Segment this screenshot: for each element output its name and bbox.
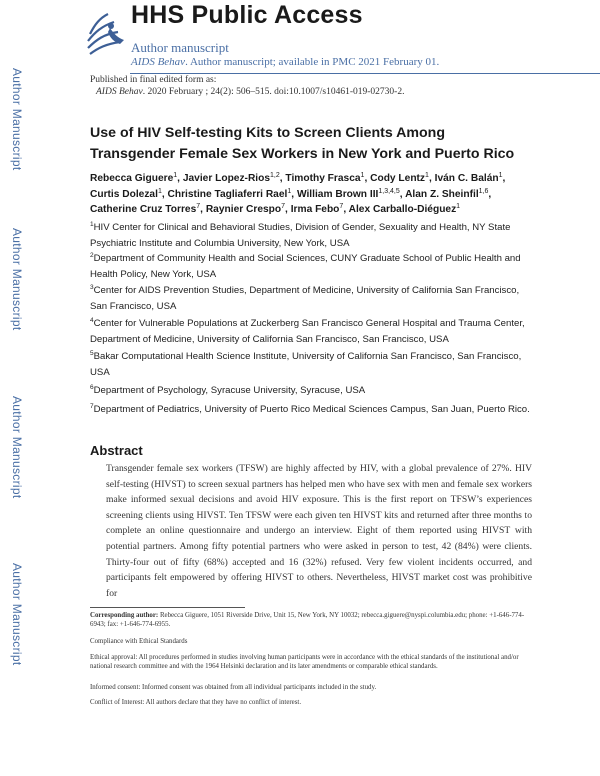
author-name: Christine Tagliaferri Rael [167,188,288,200]
author-name: Raynier Crespo [205,204,282,215]
published-journal: AIDS Behav [96,87,143,97]
author-list: Rebecca Giguere$^1$, Javier Lopez-Rios$^{1,2}$, Timothy Frasca$^1$, Cody Lentz$^1$, Iván C. Balán$^1$, Curtis Dolezal$^1$, Christine Tagliaferri Rael$^1$, William Brown III$^{1,3,4,5}$, Alan Z. Sheinfil$^{1,6}$, Catherine Cruz Torres$^7$, Raynier Crespo$^7$, Irma Febo$^7$, Alex Carballo-Diéguez$^1$ [90,172,506,215]
paper-title: Use of HIV Self-testing Kits to Screen Clients Among Transgender Female Sex Workers in New York and Puerto Rico [90,125,515,162]
side-label-author-manuscript: Author Manuscript [10,228,24,331]
hhs-eagle-logo [80,4,128,62]
author-affiliation-number: 7 [196,203,201,210]
author [285,173,364,184]
author [297,189,400,200]
author-name: Irma Febo [290,204,340,215]
author-affiliation-number: 7 [339,203,344,210]
author-name: Cody Lentz [370,173,426,184]
affiliation-number: 6 [90,384,94,391]
author-name: William Brown III [296,188,379,200]
availability-note [131,56,439,68]
affiliation-text: Center for Vulnerable Populations at Zuckerberg San Francisco General Hospital and Trauma Center, Department of Medicine, University of California San Francisco, San Francisco, USA [90,318,525,345]
availability-text: . Author manuscript; available in PMC 2021 February 01. [185,56,440,68]
author-affiliation-number: 1,2 [270,172,280,179]
author-name: Rebecca Giguere [90,173,174,184]
author-name: Alan Z. Sheinfil [405,188,479,200]
affiliation [90,349,535,380]
journal-name: AIDS Behav [131,56,186,68]
affiliation [90,220,535,251]
affiliation-number: 3 [90,284,94,291]
affiliation [90,402,535,418]
corresponding-author-note [90,611,530,630]
author-affiliation-number: 1 [425,172,429,179]
abstract-heading: Abstract [90,443,143,458]
author [349,204,460,215]
author [206,204,285,215]
hhs-public-access-title: HHS Public Access [131,1,363,29]
compliance-heading: Compliance with Ethical Standards [90,638,188,645]
author-affiliation-number: 1,3,4,5 [378,187,400,195]
affiliation-number: 2 [90,252,94,259]
citation-text: . 2020 February ; 24(2): 506–515. doi:10.1007/s10461-019-02730-2. [142,87,405,97]
side-label-author-manuscript: Author Manuscript [10,68,24,171]
author-affiliation-number: 1 [287,187,292,195]
author-name: Iván C. Balán [434,173,499,184]
author [90,173,177,184]
author [370,173,429,184]
author [291,204,344,215]
author-name: Curtis Dolezal [90,188,158,200]
author [90,204,200,215]
author-affiliation-number: 1 [173,172,178,179]
affiliation-number: 1 [90,221,94,228]
affiliation-text: Bakar Computational Health Science Institute, University of California San Francisco, San Francisco, USA [90,351,522,378]
author [90,189,162,200]
footnote-divider [90,607,245,608]
affiliation-number: 5 [90,350,94,357]
author-affiliation-number: 7 [281,203,286,210]
side-label-author-manuscript: Author Manuscript [10,396,24,499]
author [405,189,488,200]
side-label-author-manuscript: Author Manuscript [10,563,24,666]
author-affiliation-number: 1 [157,187,162,195]
affiliation [90,316,535,347]
author-affiliation-number: 1 [498,172,503,179]
published-label: Published in final edited form as: [90,75,217,85]
author-name: Catherine Cruz Torres [90,204,197,215]
affiliation-number: 7 [90,403,94,410]
affiliation [90,251,535,282]
header-divider [130,73,600,74]
corresponding-author-label: Corresponding author: [90,612,159,619]
author [183,173,280,184]
published-citation [96,87,404,97]
author [168,189,292,200]
affiliation-text: Department of Psychology, Syracuse University, Syracuse, USA [93,385,366,396]
affiliation-text: Department of Pediatrics, University of Puerto Rico Medical Sciences Campus, San Juan, Puerto Rico. [93,404,530,415]
affiliation-text: Center for AIDS Prevention Studies, Department of Medicine, University of California San Francisco, San Francisco, USA [90,285,520,312]
affiliation-number: 4 [90,317,94,324]
informed-consent-note: Informed consent: Informed consent was obtained from all individual participants included in the study. [90,684,377,691]
affiliation [90,383,535,399]
abstract-text: Transgender female sex workers (TFSW) are highly affected by HIV, with a global prevalence of 27%. HIV self-testing (HIVST) to screen sexual partners has helped men who have sex with men and female sex workers make informed sexual decisions and avoid HIV exposure. This is the first report on TFSW’s experiences screening clients using HIVST. Ten TFSW were each given ten HIVST kits and returned after three months to complete an online questionnaire and undergo an interview. Eight of them reported using HIVST with potential partners. Among fifty potential partners who were asked in person to test, 42 (84%) were clients. Thirty-four out of fifty (68%) accepted and 16 (32%) refused. Very few violent incidents occurred, and participants felt empowered by offering HIVST to others. Nevertheless, HIVST market cost was prohibitive for [106,463,532,599]
author-affiliation-number: 1,6 [478,187,489,195]
ethical-approval-note: Ethical approval: All procedures performed in studies involving human participants were in accordance with the ethical standards of the institutional and/or national research committee and with the 1964 Helsinki declaration and its later amendments or comparable ethical standards. [90,654,519,671]
conflict-of-interest-note: Conflict of Interest: All authors declare that they have no conflict of interest. [90,699,302,706]
author-affiliation-number: 1 [360,172,365,179]
author-affiliation-number: 1 [456,203,461,210]
affiliation-text: HIV Center for Clinical and Behavioral Studies, Division of Gender, Sexuality and Health, NY State Psychiatric Institute and Columbia University, New York, USA [90,222,511,249]
author-manuscript-label: Author manuscript [131,40,229,55]
author-name: Alex Carballo-Diéguez [348,204,457,215]
corresponding-author-text: Rebecca Giguere, 1051 Riverside Drive, Unit 15, New York, NY 10032; rebecca.giguere@nyspi.columbia.edu; phone: +1-646-774-6943; fax: +1-646-774-6955. [90,612,525,629]
author-name: Javier Lopez-Rios [182,173,271,184]
author-name: Timothy Frasca [285,173,361,184]
author [435,173,503,184]
affiliation-text: Department of Community Health and Social Sciences, CUNY Graduate School of Public Health and Health Policy, New York, USA [90,253,521,280]
affiliation [90,283,535,314]
